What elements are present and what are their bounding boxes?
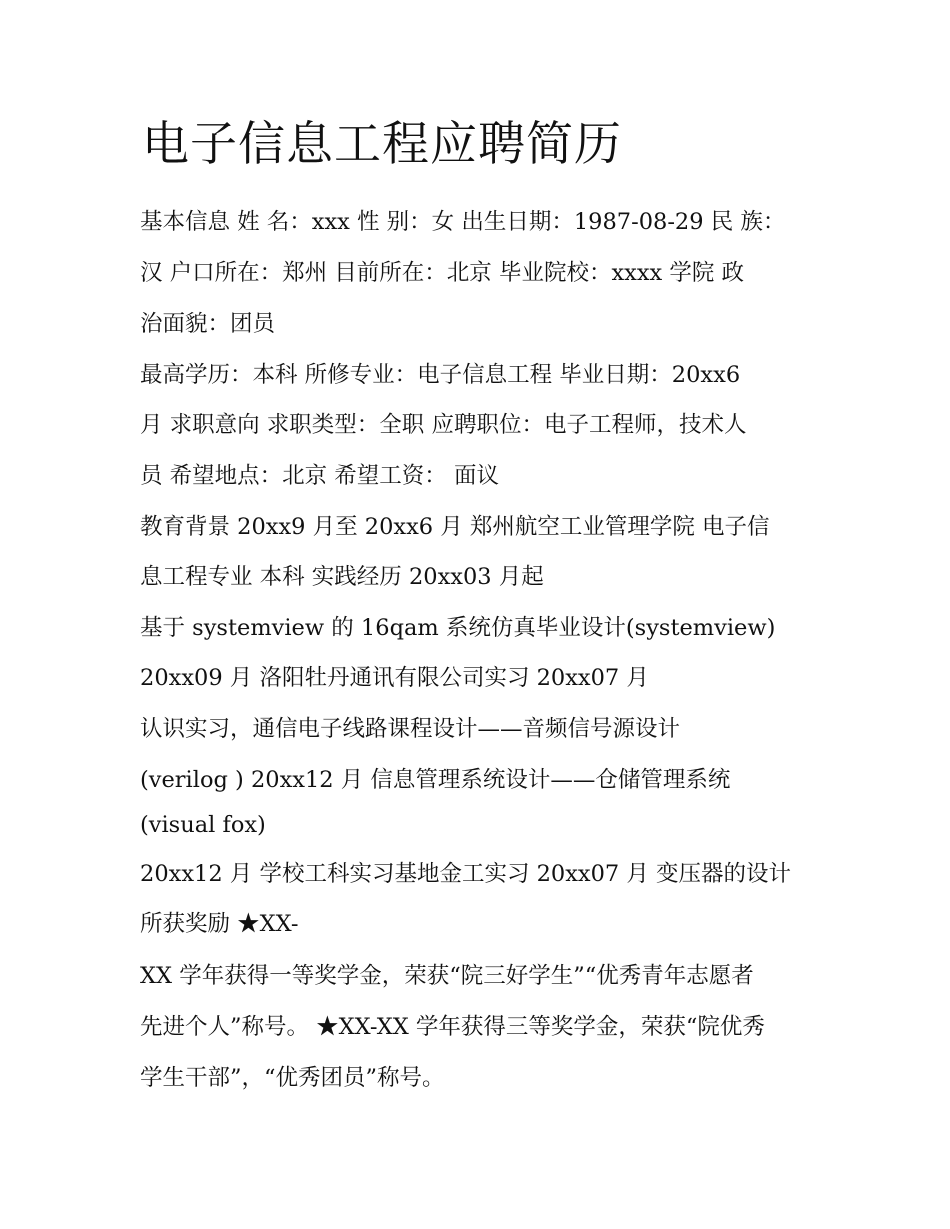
body-line-2: 汉 户口所在：郑州 目前所在：北京 毕业院校：xxxx 学院 政 [140,260,745,286]
body-line-3: 治面貌：团员 [140,311,276,337]
body-line-13: (visual fox) [140,812,266,838]
body-line-11: 认识实习，通信电子线路课程设计——音频信号源设计 [140,716,681,742]
body-line-17: 先进个人”称号。 ★XX-XX 学年获得三等奖学金，荣获“院优秀 [140,1014,765,1040]
body-line-7: 教育背景 20xx9 月至 20xx6 月 郑州航空工业管理学院 电子信 [140,514,770,540]
body-line-14: 20xx12 月 学校工科实习基地金工实习 20xx07 月 变压器的设计 [140,861,792,887]
body-line-1: 基本信息 姓 名：xxx 性 别：女 出生日期：1987-08-29 民 族： [140,209,786,235]
body-line-6: 员 希望地点：北京 希望工资： 面议 [140,463,499,489]
body-line-9: 基于 systemview 的 16qam 系统仿真毕业设计(systemview) [140,615,776,641]
document-title: 电子信息工程应聘简历 [142,117,622,172]
body-line-10: 20xx09 月 洛阳牡丹通讯有限公司实习 20xx07 月 [140,665,649,691]
body-line-8: 息工程专业 本科 实践经历 20xx03 月起 [140,564,544,590]
body-line-4: 最高学历：本科 所修专业：电子信息工程 毕业日期：20xx6 [140,362,741,388]
body-line-18: 学生干部”，“优秀团员”称号。 [140,1065,445,1091]
body-line-12: (verilog ) 20xx12 月 信息管理系统设计——仓储管理系统 [140,767,731,793]
body-line-5: 月 求职意向 求职类型：全职 应聘职位：电子工程师，技术人 [140,412,747,438]
body-line-15: 所获奖励 ★XX- [140,911,299,937]
body-line-16: XX 学年获得一等奖学金，荣获“院三好学生”“优秀青年志愿者 [140,963,754,989]
